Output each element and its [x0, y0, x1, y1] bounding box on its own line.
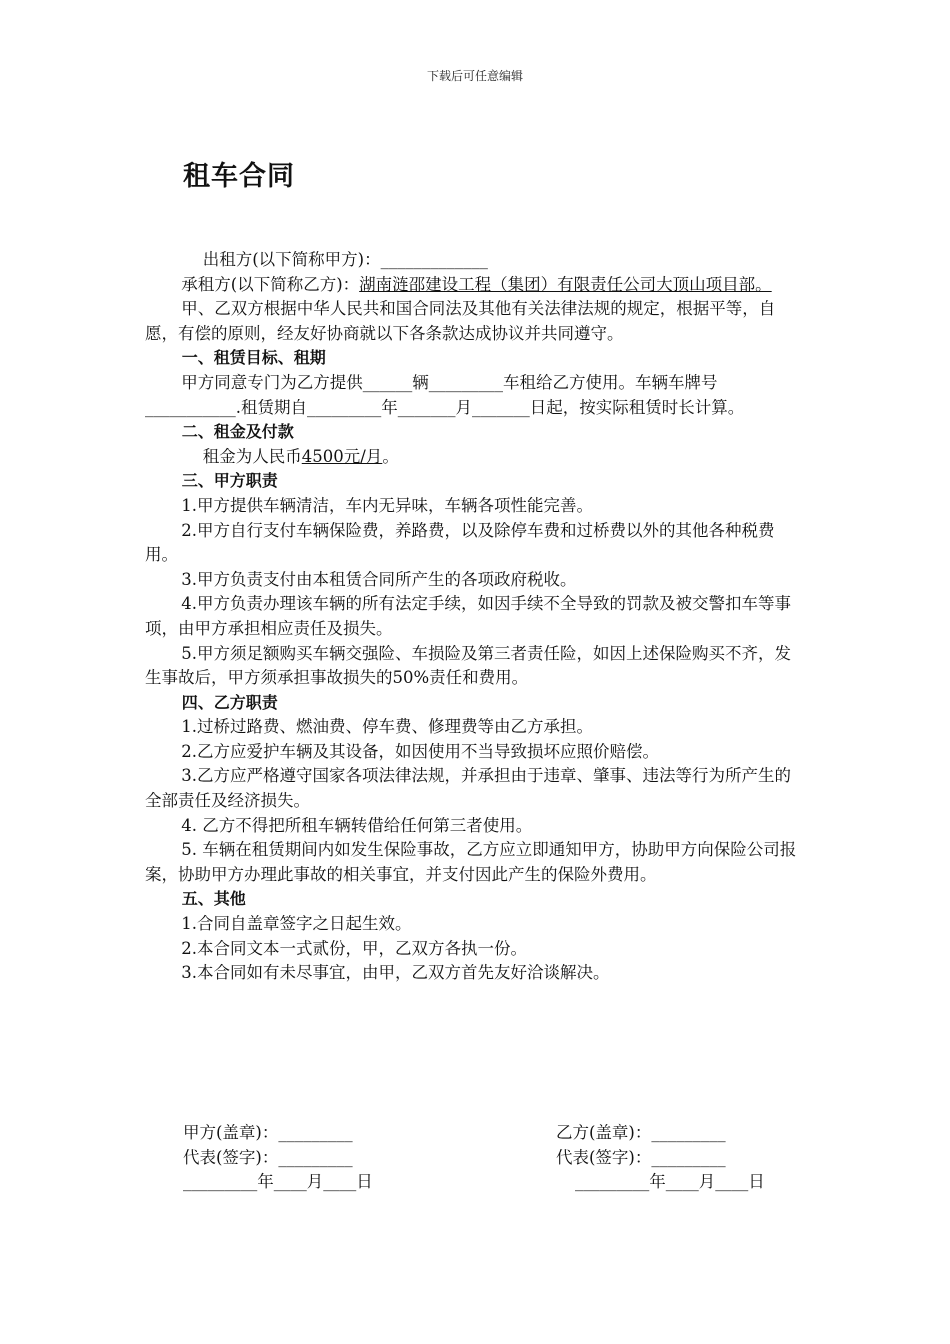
section-heading-4: 四、乙方职责 [181, 692, 278, 712]
list-item: 1.合同自盖章签字之日起生效。 [181, 914, 412, 934]
party-b-seal: 乙方(盖章)：_________ [556, 1123, 726, 1142]
rent-line [145, 445, 805, 470]
intro-paragraph: 甲、乙双方根据中华人民共和国合同法及其他有关法律法规的规定，根据平等，自愿，有偿的原则，经友好协商就以下各条款达成协议并共同遵守。 [145, 299, 776, 343]
list-item: 3.乙方应严格遵守国家各项法律法规，并承担由于违章、肇事、违法等行为所产生的全部责任及经济损失。 [145, 766, 792, 811]
rent-amount: 4500元/月 [301, 446, 383, 466]
section-1-text: 甲方同意专门为乙方提供______辆_________车租给乙方使用。车辆车牌号___________.租赁期自_________年_______月_______日起，按实际租赁时长计算。 [145, 372, 745, 417]
lessee-line [145, 273, 805, 298]
party-a-seal: 甲方(盖章)：_________ [183, 1123, 353, 1142]
party-b-date: _________年____月____日 [575, 1172, 765, 1191]
party-b-signature [556, 1121, 726, 1170]
document-title: 租车合同 [183, 161, 295, 192]
party-a-signature [183, 1121, 373, 1195]
list-item: 2.甲方自行支付车辆保险费，养路费，以及除停车费和过桥费以外的其他各种税费用。 [145, 520, 775, 565]
list-item: 5. 车辆在租赁期间内如发生保险事故，乙方应立即通知甲方，协助甲方向保险公司报案，协助甲方办理此事故的相关事宜，并支付因此产生的保险外费用。 [145, 840, 797, 884]
list-item: 3.甲方负责支付由本租赁合同所产生的各项政府税收。 [181, 569, 577, 589]
party-b-representative: 代表(签字)：_________ [556, 1147, 726, 1167]
section-heading-3: 三、甲方职责 [181, 471, 278, 491]
list-item: 3.本合同如有未尽事宜，由甲，乙双方首先友好洽谈解决。 [181, 963, 610, 983]
section-heading-1: 一、租赁目标、租期 [181, 348, 326, 368]
lessee-prefix: 承租方(以下简称乙方)： [181, 274, 360, 294]
section-heading-2: 二、租金及付款 [181, 422, 294, 442]
lessee-name: 湖南涟邵建设工程（集团）有限责任公司大顶山项目部。 [359, 274, 772, 294]
rent-prefix: 租金为人民币 [202, 446, 302, 466]
list-item: 2.本合同文本一式贰份，甲，乙双方各执一份。 [181, 938, 528, 958]
list-item: 5.甲方须足额购买车辆交强险、车损险及第三者责任险，如因上述保险购买不齐，发生事故后，甲方须承担事故损失的50%责任和费用。 [145, 643, 792, 688]
contract-body [145, 248, 805, 986]
list-item: 4.甲方负责办理该车辆的所有法定手续，如因手续不全导致的罚款及被交警扣车等事项，由甲方承担相应责任及损失。 [145, 594, 792, 638]
party-a-date: _________年____月____日 [183, 1172, 373, 1191]
lessor-line: 出租方(以下简称甲方)：_____________ [202, 250, 488, 269]
list-item: 4. 乙方不得把所租车辆转借给任何第三者使用。 [181, 815, 533, 835]
section-heading-5: 五、其他 [181, 889, 246, 909]
party-a-representative: 代表(签字)：_________ [183, 1147, 353, 1167]
list-item: 2.乙方应爱护车辆及其设备，如因使用不当导致损坏应照价赔偿。 [181, 741, 660, 761]
list-item: 1.甲方提供车辆清洁，车内无异味，车辆各项性能完善。 [181, 495, 594, 515]
header-note: 下载后可任意编辑 [426, 69, 523, 83]
rent-suffix: 。 [382, 446, 399, 466]
list-item: 1.过桥过路费、燃油费、停车费、修理费等由乙方承担。 [181, 717, 594, 737]
